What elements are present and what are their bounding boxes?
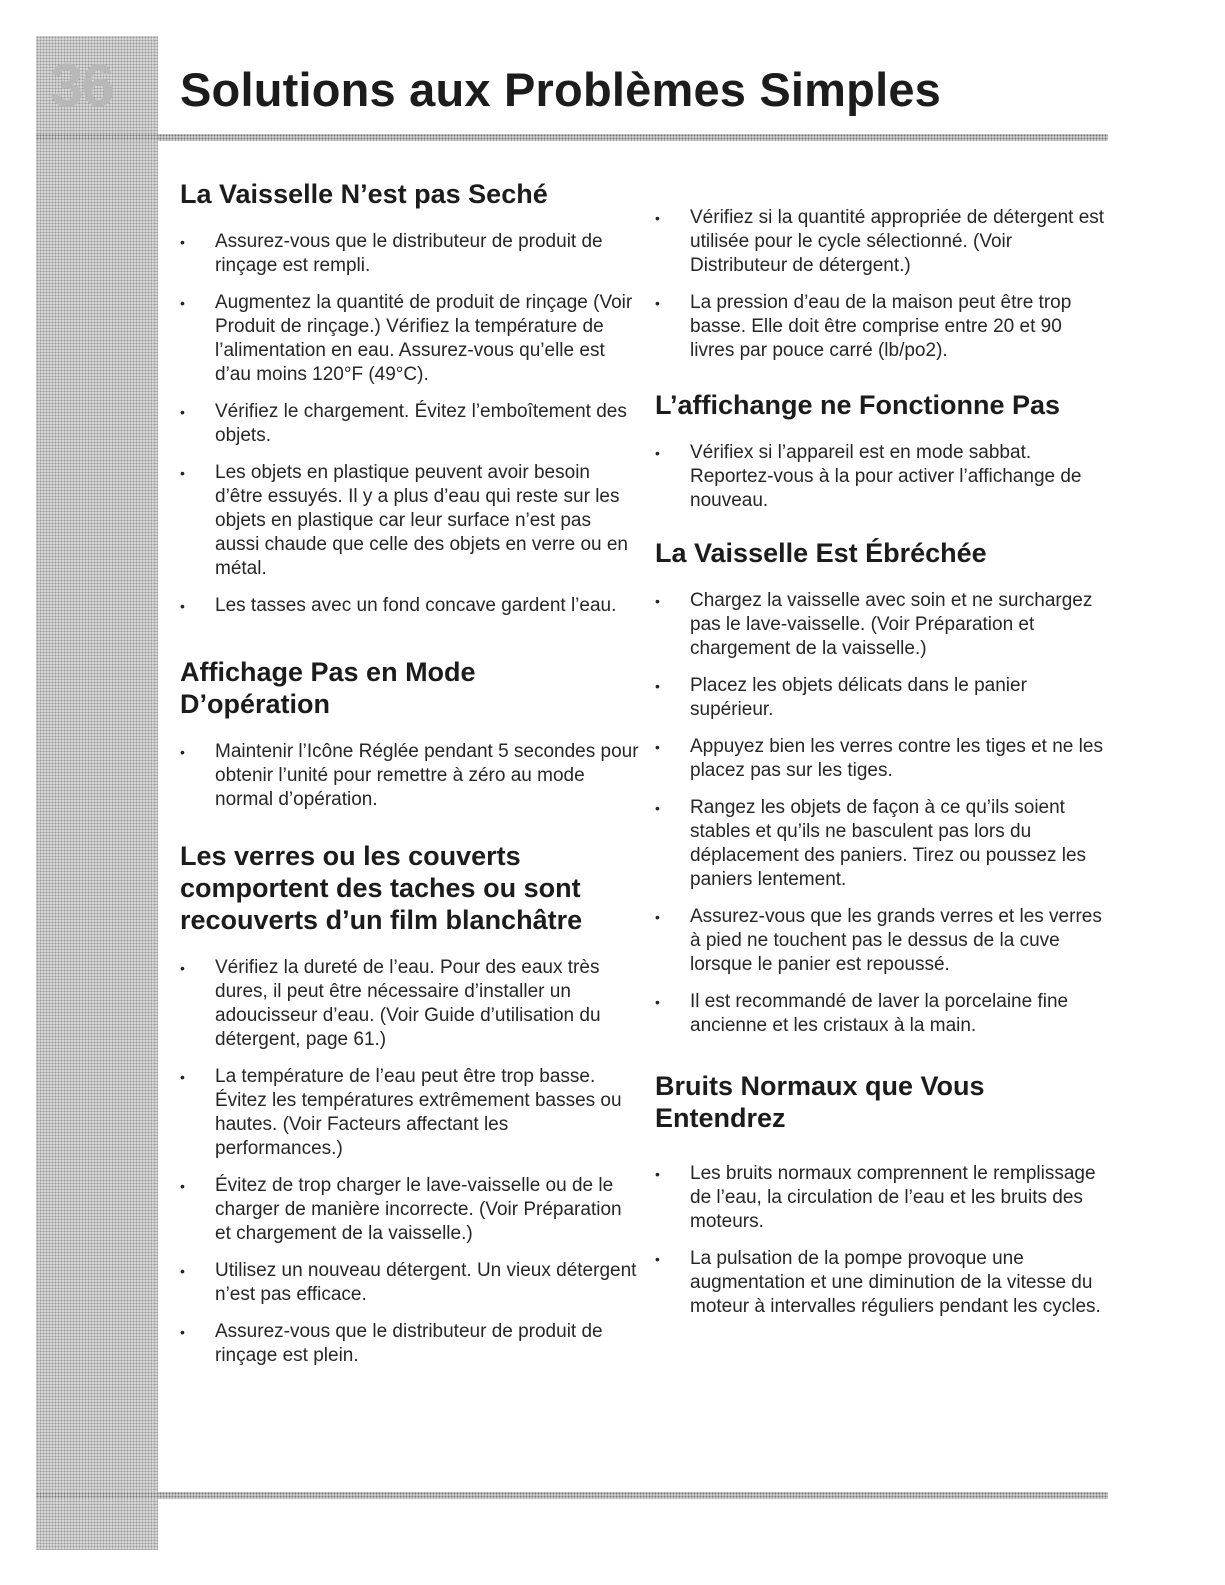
list-item: • Vérifiez le chargement. Évitez l’emboîtement des objets. xyxy=(180,400,640,448)
section-heading: Bruits Normaux que Vous Entendrez xyxy=(655,1071,985,1133)
list-item: • Évitez de trop charger le lave-vaisselle ou de le charger de manière incorrecte. (Voir Préparation et chargement de la vaisselle.) xyxy=(180,1174,640,1246)
list-item: • Assurez-vous que le distributeur de produit de rinçage est rempli. xyxy=(180,230,640,278)
list-item: • Il est recommandé de laver la porcelaine fine ancienne et les cristaux à la main. xyxy=(655,990,1105,1038)
list-item: • Placez les objets délicats dans le panier supérieur. xyxy=(655,674,1105,722)
section-heading: Affichage Pas en Mode D’opération xyxy=(180,657,476,719)
list-item: • Appuyez bien les verres contre les tiges et ne les placez pas sur les tiges. xyxy=(655,735,1105,783)
right-column xyxy=(655,178,1105,1332)
list-item: • Rangez les objets de façon à ce qu’ils soient stables et qu’ils ne basculent pas lors du déplacement des paniers. Tirez ou poussez les paniers lentement. xyxy=(655,796,1105,892)
left-column xyxy=(180,178,640,1381)
bullet-list xyxy=(655,589,1105,1038)
list-item: • Vérifiex si l’appareil est en mode sabbat. Reportez-vous à la pour activer l’affichange de nouveau. xyxy=(655,441,1105,513)
page-side-band xyxy=(36,36,158,1550)
list-item: • Assurez-vous que les grands verres et les verres à pied ne touchent pas le dessus de la cuve lorsque le panier est repoussé. xyxy=(655,905,1105,977)
page-number: 36 xyxy=(50,52,113,119)
bullet-list xyxy=(655,1162,1105,1319)
section-vaisselle-ebrechee xyxy=(655,537,1105,1038)
section-affichage-mode-operation xyxy=(180,656,640,812)
section-bruits-normaux xyxy=(655,1070,1105,1319)
list-item: • Utilisez un nouveau détergent. Un vieux détergent n’est pas efficace. xyxy=(180,1259,640,1307)
list-item: • La pression d’eau de la maison peut être trop basse. Elle doit être comprise entre 20 et 90 livres par pouce carré (lb/po2). xyxy=(655,291,1105,363)
list-item: • Assurez-vous que le distributeur de produit de rinçage est plein. xyxy=(180,1320,640,1368)
list-item: • Augmentez la quantité de produit de rinçage (Voir Produit de rinçage.) Vérifiez la température de l’alimentation en eau. Assurez-vous qu’elle est d’au moins 120°F (49°C). xyxy=(180,291,640,387)
bullet-list xyxy=(180,740,640,812)
section-verres-taches xyxy=(180,840,640,1368)
bullet-list xyxy=(180,230,640,618)
list-item: • Les objets en plastique peuvent avoir besoin d’être essuyés. Il y a plus d’eau qui reste sur les objets en plastique car leur surface n’est pas aussi chaude que celle des objets en verre ou en métal. xyxy=(180,461,640,581)
bullet-list xyxy=(180,956,640,1368)
section-affichange-ne-fonctionne-pas xyxy=(655,389,1105,513)
section-heading: L’affichange ne Fonctionne Pas xyxy=(655,390,1061,420)
section-heading: La Vaisselle Est Ébréchée xyxy=(655,538,987,568)
list-item: • La pulsation de la pompe provoque une augmentation et une diminution de la vitesse du moteur à intervalles réguliers pendant les cycles. xyxy=(655,1247,1105,1319)
section-heading: La Vaisselle N’est pas Seché xyxy=(180,179,548,209)
section-heading: Les verres ou les couverts comportent des taches ou sont recouverts d’un film blanchâtre xyxy=(180,841,583,935)
list-item: • La température de l’eau peut être trop basse. Évitez les températures extrêmement basses ou hautes. (Voir Facteurs affectant les performances.) xyxy=(180,1065,640,1161)
top-divider xyxy=(36,134,1108,141)
list-item: • Vérifiez si la quantité appropriée de détergent est utilisée pour le cycle sélectionné. (Voir Distributeur de détergent.) xyxy=(655,206,1105,278)
list-item: • Chargez la vaisselle avec soin et ne surchargez pas le lave-vaisselle. (Voir Préparation et chargement de la vaisselle.) xyxy=(655,589,1105,661)
bullet-list xyxy=(655,441,1105,513)
page-title: Solutions aux Problèmes Simples xyxy=(180,63,942,116)
section-detergent-continued xyxy=(655,206,1105,363)
list-item: • Vérifiez la dureté de l’eau. Pour des eaux très dures, il peut être nécessaire d’installer un adoucisseur d’eau. (Voir Guide d’utilisation du détergent, page 61.) xyxy=(180,956,640,1052)
section-vaisselle-pas-seche xyxy=(180,178,640,618)
list-item: • Maintenir l’Icône Réglée pendant 5 secondes pour obtenir l’unité pour remettre à zéro au mode normal d’opération. xyxy=(180,740,640,812)
list-item: • Les bruits normaux comprennent le remplissage de l’eau, la circulation de l’eau et les bruits des moteurs. xyxy=(655,1162,1105,1234)
bullet-list xyxy=(655,206,1105,363)
list-item: • Les tasses avec un fond concave gardent l’eau. xyxy=(180,594,640,618)
bottom-divider xyxy=(36,1492,1108,1499)
